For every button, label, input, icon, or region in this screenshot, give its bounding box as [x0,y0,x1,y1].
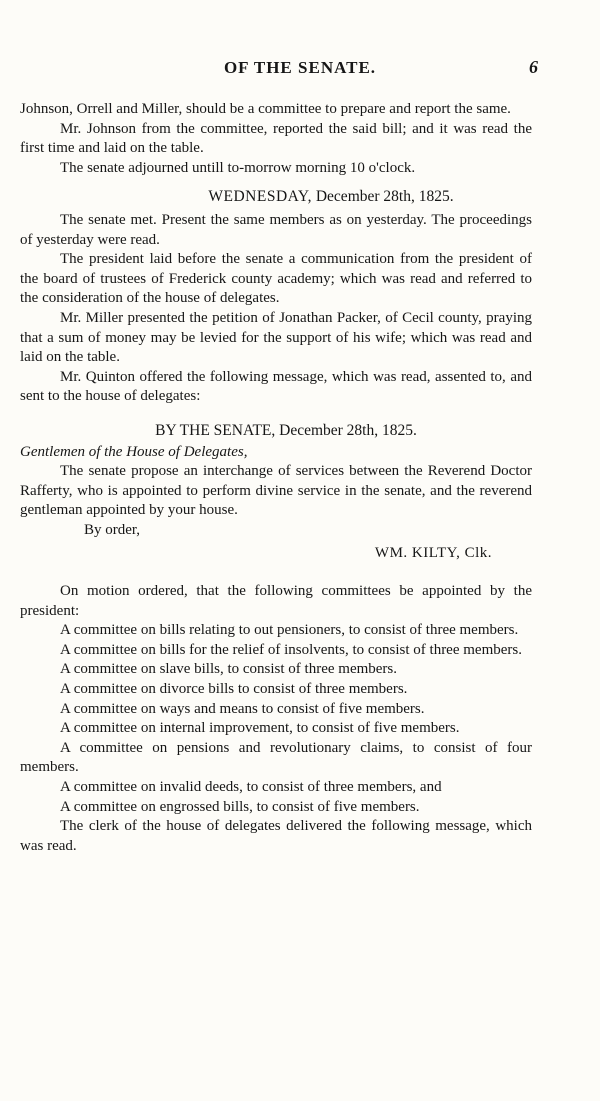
committee-item: A committee on slave bills, to consist of three members. [60,661,398,678]
committee-item: A committee on invalid deeds, to consist of three members, and [60,779,442,795]
message-signature: WM. KILTY, Clk. [374,545,492,562]
committee-item: A committee on divorce bills to consist of three members. [60,681,408,698]
paragraph: The president laid before the senate a communication from the president of the board of trustees of Frederick county academy; which was read and referred to the consideration of the house of delegates. [20,251,532,307]
paragraph: Mr. Johnson from the committee, reported the said bill; and it was read the first time and laid on the table. [20,120,532,157]
paragraph: The senate met. Present the same members as on yesterday. The proceedings of yesterday were read. [20,211,532,248]
committee-item: A committee on engrossed bills, to consist of five members. [60,798,420,815]
day-heading-date: December 28th, 1825. [315,188,454,206]
paragraph: Johnson, Orrell and Miller, should be a committee to prepare and report the same. [20,101,511,117]
day-heading [20,187,532,207]
paragraph: On motion ordered, that the following committees be appointed by the president: [20,583,532,619]
message-salutation: Gentlemen of the House of Delegates, [20,443,248,460]
message-body: The senate propose an interchange of services between the Reverend Doctor Rafferty, who is appointed to perform divine service in the senate, and the reverend gentleman appointed by your house. [20,463,532,519]
committee-item: A committee on bills for the relief of insolvents, to consist of three members. [60,641,522,658]
paragraph: The clerk of the house of delegates delivered the following message, which was read. [20,818,532,854]
paragraph: Mr. Miller presented the petition of Jonathan Packer, of Cecil county, praying that a sum of money may be levied for the support of his wife; which was read and laid on the table. [20,309,532,366]
message-heading-date: December 28th, 1825. [279,421,417,439]
committee-item: A committee on ways and means to consist of five members. [60,700,425,717]
message-by-order: By order, [84,521,141,538]
running-head: OF THE SENATE. [223,58,377,77]
day-heading-day: WEDNESDAY, [208,188,312,206]
committee-item: A committee on bills relating to out pensioners, to consist of three members. [60,622,519,639]
page-number: 6 [529,57,538,77]
paragraph: Mr. Quinton offered the following message, which was read, assented to, and sent to the house of delegates: [20,368,532,405]
message-heading [20,421,532,441]
page-header [0,58,600,82]
committee-item: A committee on internal improvement, to consist of five members. [60,720,460,737]
message-heading-caps: BY THE SENATE, [155,421,276,439]
paragraph: The senate adjourned untill to-morrow morning 10 o'clock. [60,159,416,176]
page-body [20,100,532,856]
committee-item: A committee on pensions and revolutionary claims, to consist of four members. [20,739,532,776]
